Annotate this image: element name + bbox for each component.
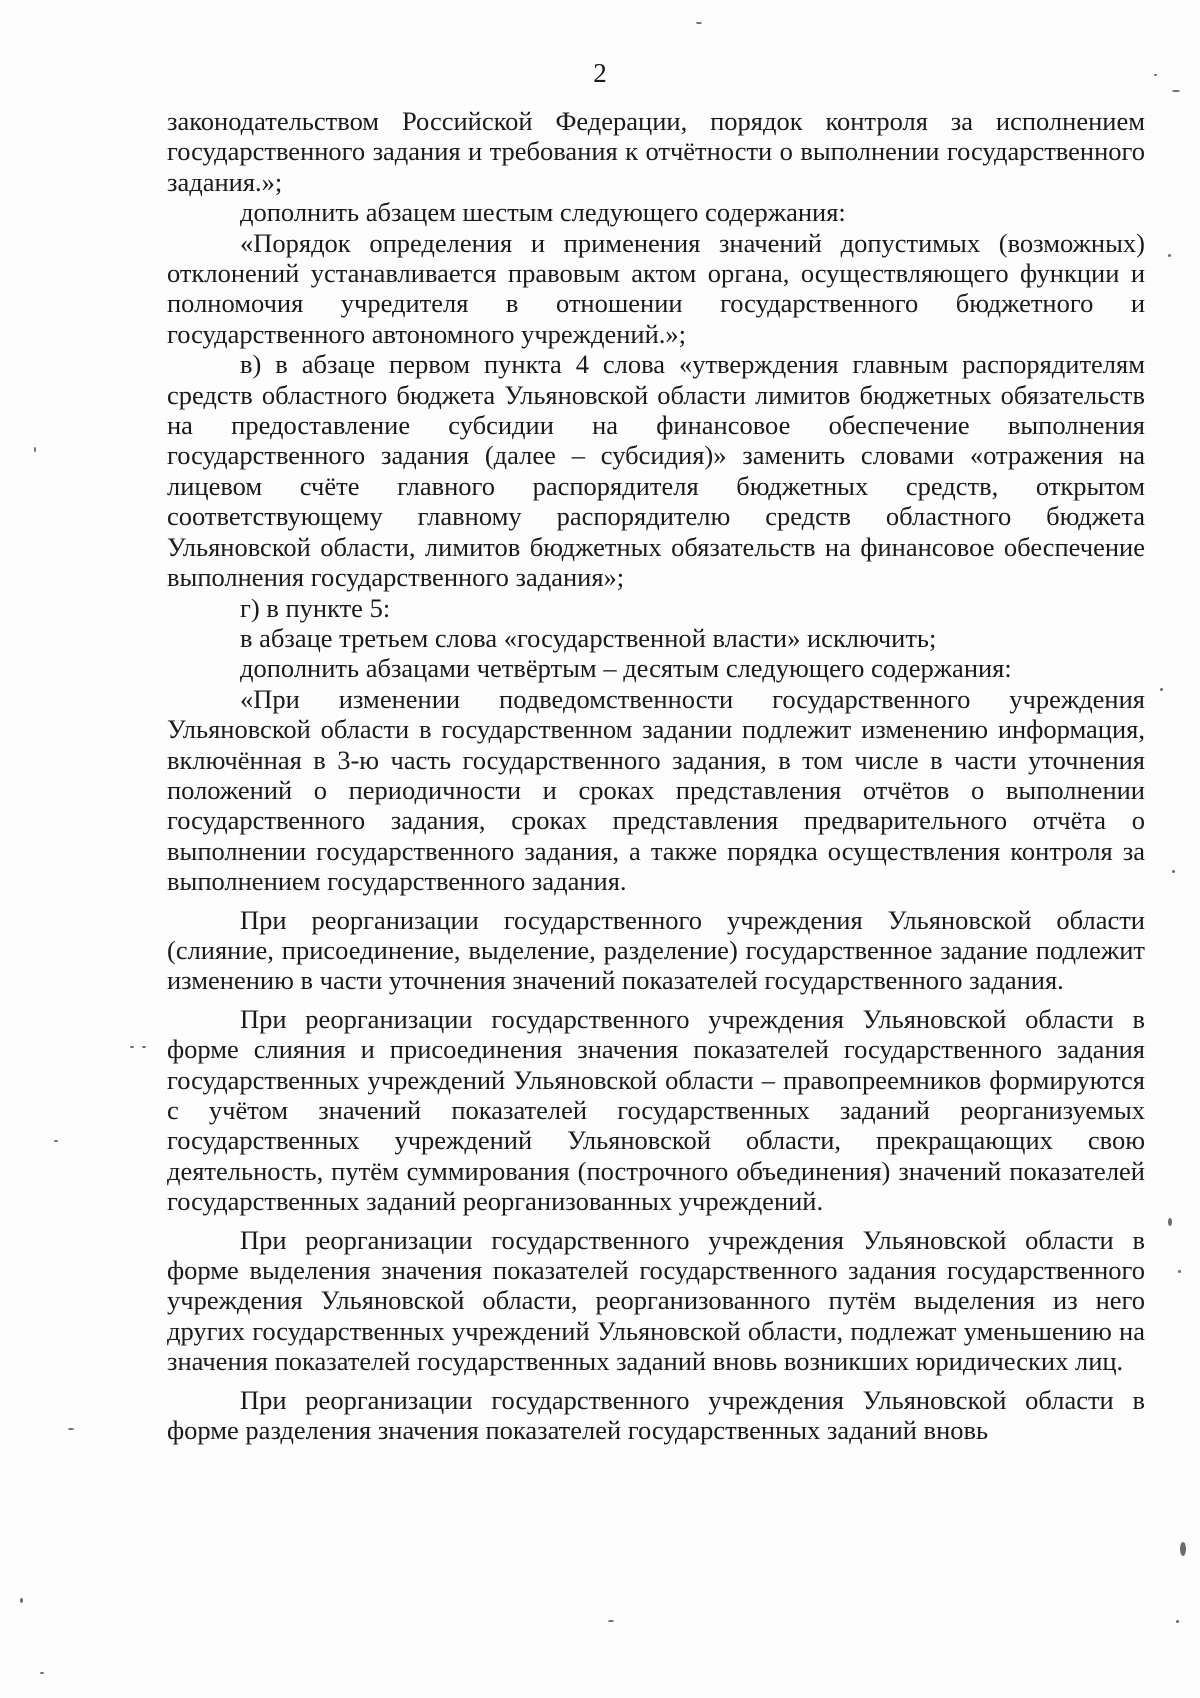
scan-speck bbox=[1160, 688, 1163, 691]
scan-speck bbox=[1168, 254, 1171, 257]
scan-speck bbox=[54, 1140, 58, 1142]
scan-speck bbox=[142, 1046, 146, 1048]
paragraph: При реорганизации государственного учреждения Ульяновской области в форме разделения значения показателей государственных заданий вновь bbox=[167, 1384, 1145, 1446]
paragraph: дополнить абзацами четвёртым – десятым следующего содержания: bbox=[240, 653, 1012, 684]
paragraph: При реорганизации государственного учреждения Ульяновской области в форме выделения значения показателей государственного задания государственного учреждения Ульяновской области, реорганизованного путём выделения из него других государственных учреждений Ульяновской области, подлежат уменьшению на значения показателей государственных заданий вновь возникших юридических лиц. bbox=[167, 1224, 1145, 1377]
paragraph: дополнить абзацем шестым следующего содержания: bbox=[240, 197, 846, 228]
scan-speck bbox=[1178, 1270, 1181, 1273]
scan-speck bbox=[1172, 870, 1175, 873]
paragraph: г) в пункте 5: bbox=[240, 592, 391, 623]
paragraph: При реорганизации государственного учреждения Ульяновской области (слияние, присоединение, выделение, разделение) государственное задание подлежит изменению в части уточнения значений показателей государственного задания. bbox=[167, 904, 1145, 996]
scan-speck bbox=[1154, 74, 1157, 76]
paragraph: в) в абзаце первом пункта 4 слова «утверждения главным распорядителям средств областного бюджета Ульяновской области лимитов бюджетных обязательств на предоставление субсидии на финансовое обеспечение выполнения государственного задания (далее – субсидия)» заменить словами «отражения на лицевом счёте главного распорядителя бюджетных средств, открытом соответствующему главному распорядителю средств областного бюджета Ульяновской области, лимитов бюджетных обязательств на финансовое обеспечение выполнения государственного задания»; bbox=[167, 349, 1145, 593]
document-body bbox=[167, 106, 1145, 1445]
scan-speck bbox=[68, 1428, 74, 1430]
scan-speck bbox=[130, 1046, 134, 1048]
scan-speck bbox=[1172, 90, 1180, 92]
scan-speck bbox=[1168, 1218, 1172, 1226]
scan-speck bbox=[608, 1620, 614, 1622]
paragraph: При реорганизации государственного учреждения Ульяновской области в форме слияния и присоединения значения показателей государственного задания государственных учреждений Ульяновской области – правопреемников формируются с учётом значений показателей государственных заданий реорганизуемых государственных учреждений Ульяновской области, прекращающих свою деятельность, путём суммирования (построчного объединения) значений показателей государственных заданий реорганизованных учреждений. bbox=[167, 1003, 1145, 1217]
paragraph: в абзаце третьем слова «государственной власти» исключить; bbox=[240, 622, 937, 653]
scan-speck bbox=[40, 1672, 44, 1674]
paragraph: законодательством Российской Федерации, порядок контроля за исполнением государственного задания и требования к отчётности о выполнении государственного задания.»; bbox=[167, 106, 1145, 197]
paragraph: «При изменении подведомственности государственного учреждения Ульяновской области в государственном задании подлежит изменению информация, включённая в 3-ю часть государственного задания, в том числе в части уточнения положений о периодичности и сроках представления отчётов о выполнении государственного задания, сроках представления предварительного отчёта о выполнении государственного задания, а также порядка осуществления контроля за выполнением государственного задания. bbox=[167, 683, 1145, 897]
scan-speck bbox=[1180, 1542, 1186, 1556]
scan-speck bbox=[696, 22, 702, 24]
paragraph: «Порядок определения и применения значений допустимых (возможных) отклонений устанавливается правовым актом органа, осуществляющего функции и полномочия учредителя в отношении государственного бюджетного и государственного автономного учреждений.»; bbox=[167, 227, 1145, 349]
page-number: 2 bbox=[593, 58, 607, 88]
scan-speck bbox=[1176, 1620, 1179, 1623]
scan-speck bbox=[20, 1598, 23, 1603]
scan-speck bbox=[34, 447, 36, 452]
